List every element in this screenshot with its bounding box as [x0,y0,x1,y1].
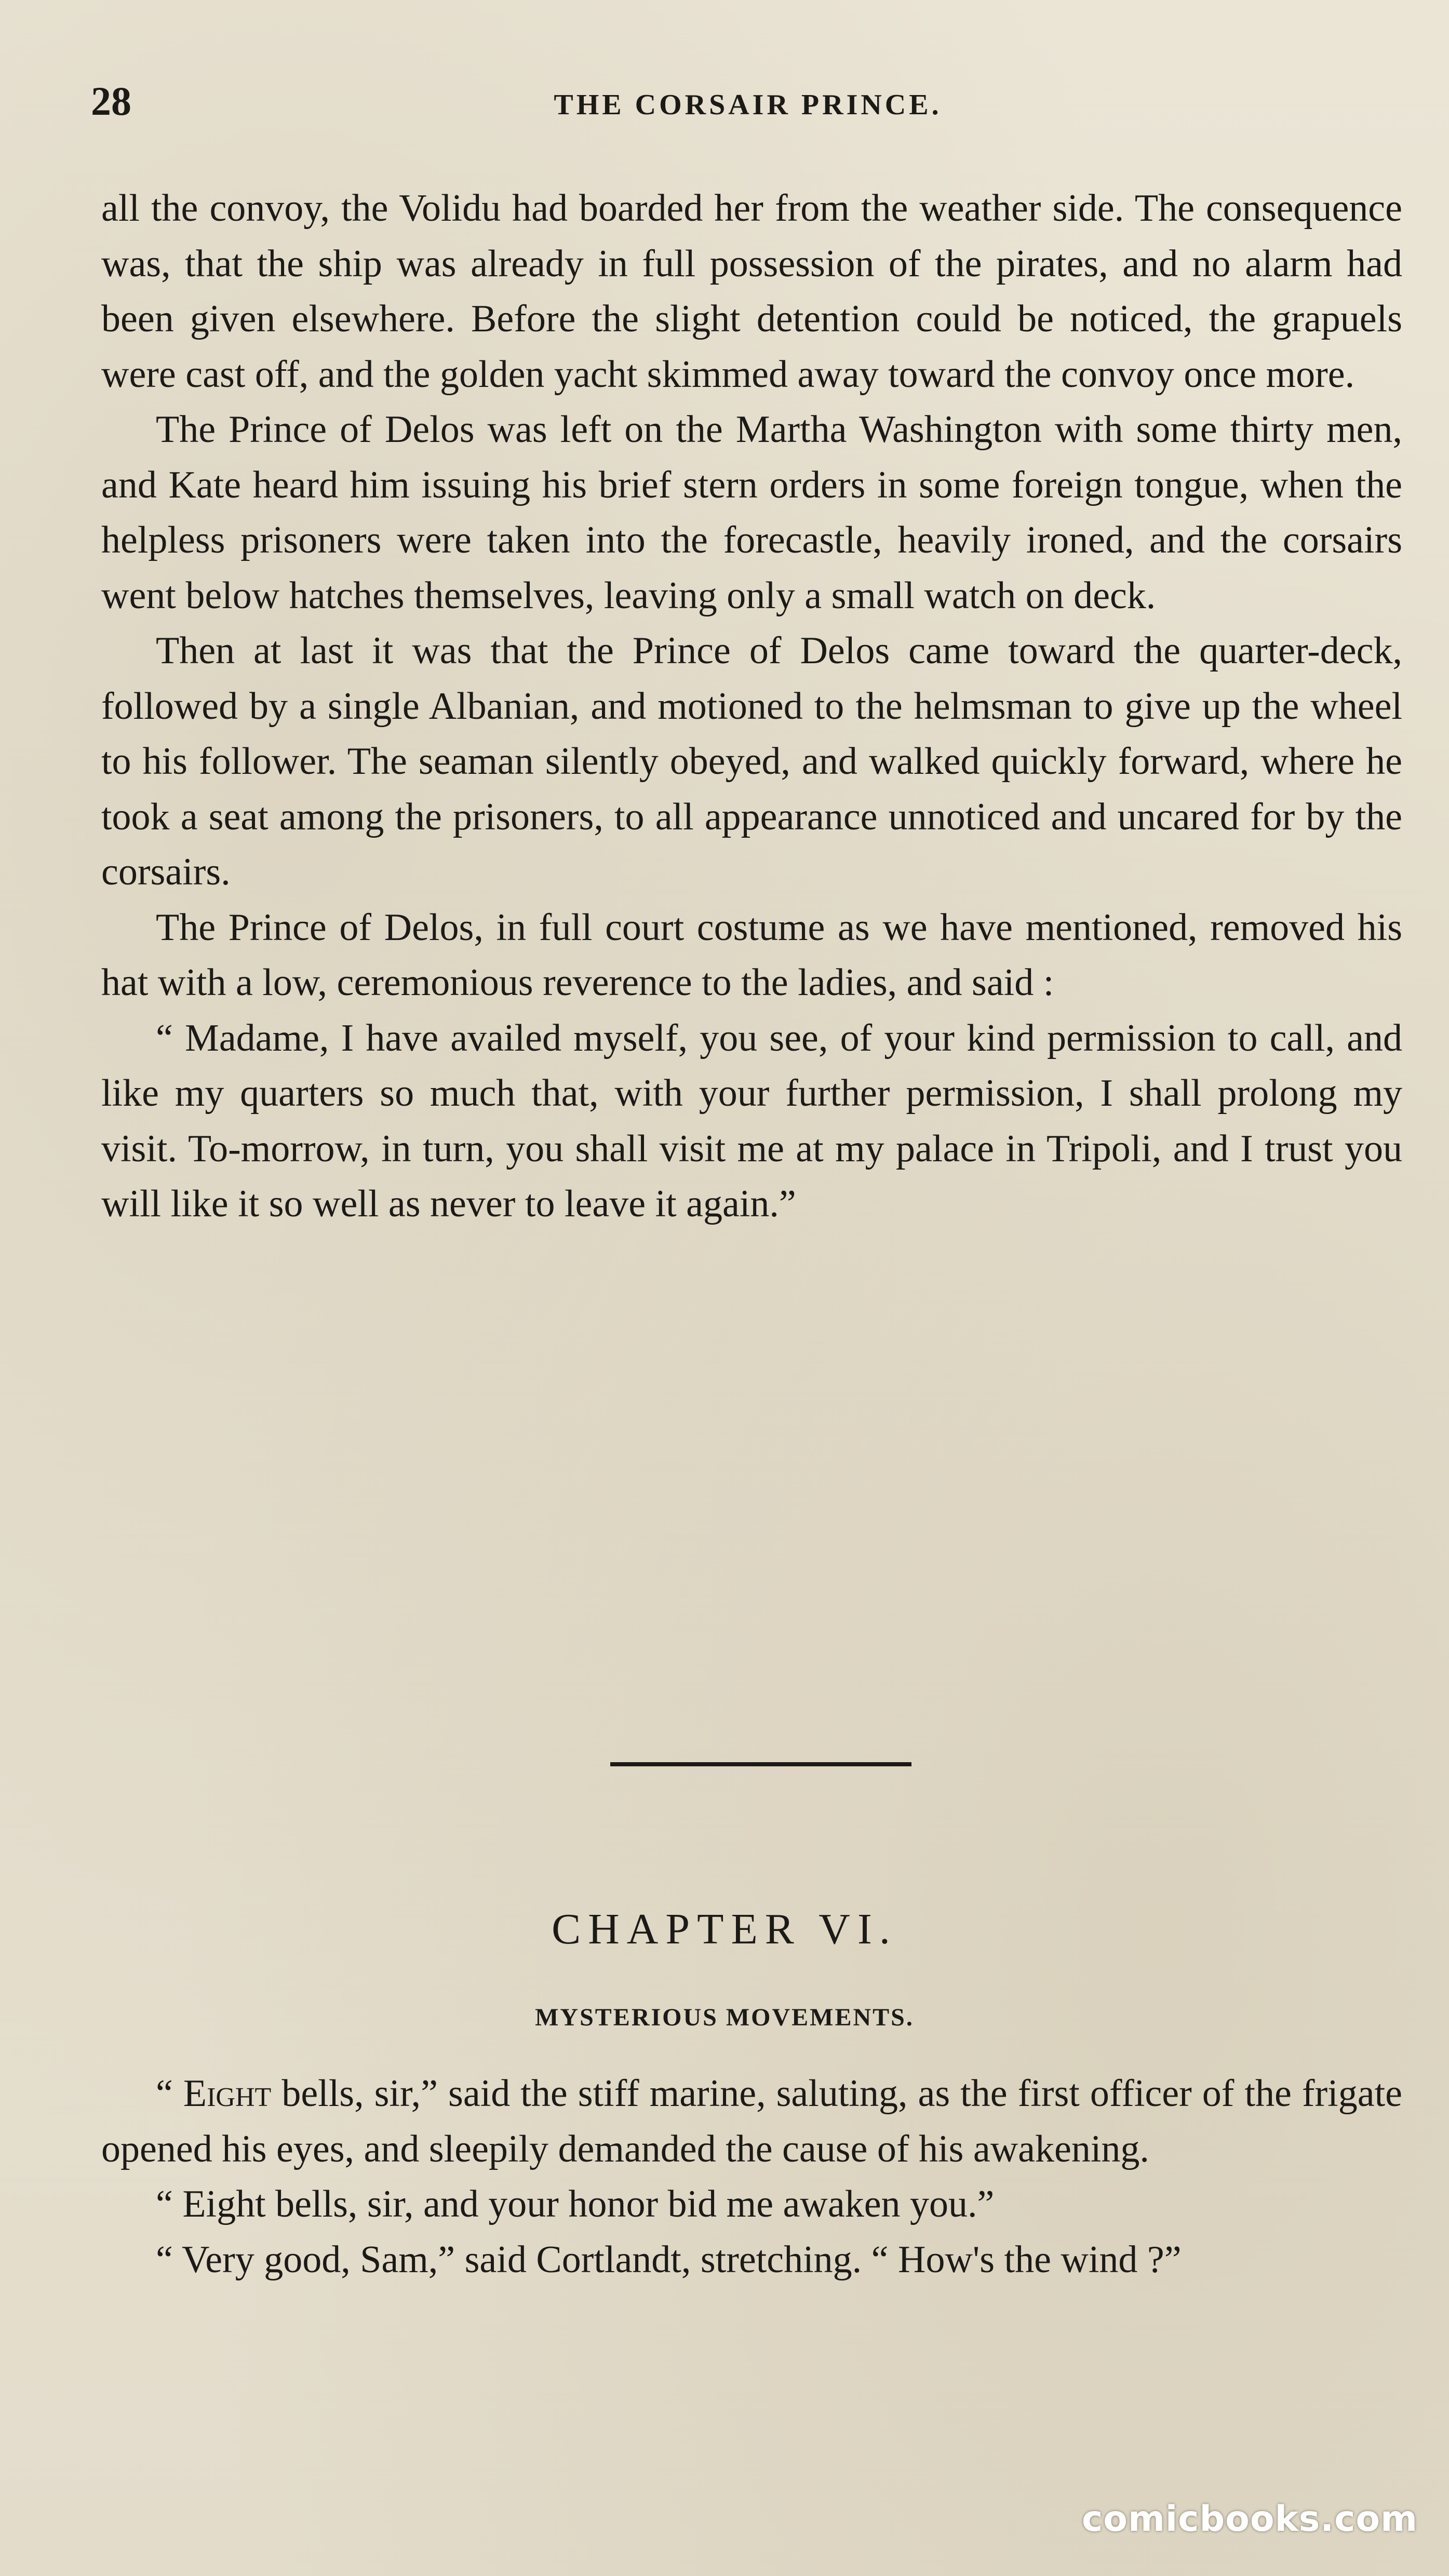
paragraph: The Prince of Delos, in full court costume as we have mentioned, removed his hat with a low, ceremonious reverence to the ladies, and said : [101,906,1402,1004]
body-text [101,181,1402,1232]
running-head [91,75,1405,132]
chapter-text [101,2066,1402,2287]
watermark: comicbooks.com [1081,2499,1418,2540]
page-number: 28 [91,78,131,124]
book-title: THE CORSAIR PRINCE. [554,89,942,121]
paragraph: “ Eight bells, sir,” said the stiff marine, saluting, as the first officer of the frigate opened his eyes, and sleepily demanded the cause of his awakening. [101,2072,1402,2170]
paragraph: Then at last it was that the Prince of Delos came toward the quarter-deck, followed by a single Albanian, and motioned to the helmsman to give up the wheel to his follower. The seaman silently obeyed, and walked quickly forward, where he took a seat among the prisoners, to all appearance unnoticed and uncared for by the corsairs. [101,629,1402,893]
chapter-subtitle: MYSTERIOUS MOVEMENTS. [535,2004,914,2031]
chapter-first-paragraph: bells, sir,” said the stiff marine, saluting, as the first officer of the frigate opened his eyes, and sleepily demanded the cause of his awakening. [101,2072,1402,2170]
paragraph: The Prince of Delos was left on the Martha Washington with some thirty men, and Kate heard him issuing his brief stern orders in some foreign tongue, when the helpless prisoners were taken into the forecastle, heavily ironed, and the corsairs went below hatches themselves, leaving only a small watch on deck. [101,408,1402,617]
section-divider [610,1762,911,1766]
paragraph: “ Very good, Sam,” said Cortlandt, stretching. “ How's the wind ?” [156,2238,1182,2281]
paragraph: “ Madame, I have availed myself, you see, of your kind permission to call, and like my quarters so much that, with your further permission, I shall prolong my visit. To-morrow, in turn, you shall visit me at my palace in Tripoli, and I trust you will like it so well as never to leave it again.” [101,1016,1402,1225]
chapter-first-word: Eight [183,2072,272,2115]
paragraph: “ Eight bells, sir, and your honor bid me awaken you.” [156,2183,995,2225]
paragraph: all the convoy, the Volidu had boarded her from the weather side. The consequence was, that the ship was already in full possession of the pirates, and no alarm had been given elsewhere. Before the slight detention could be noticed, the grapuels were cast off, and the golden yacht skimmed away toward the convoy once more. [101,187,1402,396]
chapter-heading: CHAPTER VI. [552,1905,897,1953]
